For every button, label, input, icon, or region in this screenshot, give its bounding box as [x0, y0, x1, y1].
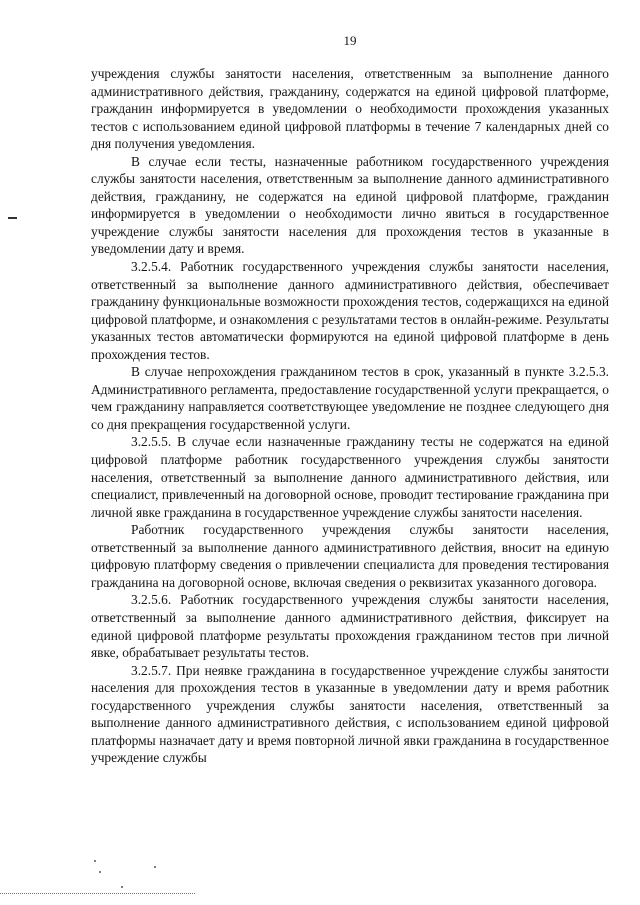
scan-speck — [99, 871, 101, 873]
paragraph-3-2-5-5: 3.2.5.5. В случае если назначенные гражданину тесты не содержатся на единой цифровой платформе работник государственного учреждения службы занятости населения, ответственный за выполнение данного административного действия, или специалист, привлеченный на договорной основе, проводит тестирование гражданина при личной явке гражданина в государственное учреждение службы занятости населения. — [91, 434, 609, 520]
paragraph-3-2-5-7: 3.2.5.7. При неявке гражданина в государственное учреждение службы занятости населения для прохождения тестов в указанные в уведомлении дату и время работник государственного учреждения службы занятости населения, ответственный за выполнение данного административного действия, с использованием единой цифровой платформы назначает дату и время повторной личной явки гражданина в государственное учреждение службы — [91, 662, 609, 766]
footer-line — [0, 893, 195, 894]
scan-speck — [121, 886, 123, 888]
paragraph-specialist-info: Работник государственного учреждения службы занятости населения, ответственный за выполнение данного административного действия, вносит на единую цифровую платформу сведения о привлечении специалиста для проведения тестирования гражданина на договорной основе, включая сведения о реквизитах указанного договора. — [91, 522, 609, 590]
paragraph-non-completion: В случае непрохождения гражданином тестов в срок, указанный в пункте 3.2.5.3. Административного регламента, предоставление государственной услуги прекращается, о чем гражданину направляется соответствующее уведомление не позднее следующего дня со дня прекращения государственной услуги. — [91, 364, 609, 432]
body-text — [91, 65, 609, 767]
paragraph-3-2-5-4: 3.2.5.4. Работник государственного учреждения службы занятости населения, ответственный за выполнение данного административного действия, обеспечивает гражданину функциональные возможности прохождения тестов, содержащихся на единой цифровой платформе, и ознакомления с результатами тестов в онлайн-режиме. Результаты указанных тестов автоматически формируются на единой цифровой платформе в день прохождения тестов. — [91, 259, 609, 362]
page-number: 19 — [343, 33, 357, 48]
scan-speck — [94, 860, 96, 862]
paragraph-tests-not-on-platform: В случае если тесты, назначенные работником государственного учреждения службы занятости населения, ответственным за выполнение данного административного действия, гражданину, не содержатся на единой цифровой платформе, гражданин информируется в уведомлении о необходимости лично явиться в государственное учреждение службы занятости населения для прохождения тестов в указанные в уведомлении дату и время. — [91, 153, 609, 257]
paragraph-3-2-5-6: 3.2.5.6. Работник государственного учреждения службы занятости населения, ответственный за выполнение данного административного действия, фиксирует на единой цифровой платформе результаты прохождения гражданином тестов при личной явке, обрабатывает результаты тестов. — [91, 592, 609, 661]
margin-mark — [8, 217, 17, 219]
scan-speck — [154, 866, 156, 868]
paragraph-continuation: учреждения службы занятости населения, ответственным за выполнение данного административного действия, гражданину, содержатся на единой цифровой платформе, гражданин информируется в уведомлении о необходимости прохождения указанных тестов с использованием единой цифровой платформы в течение 7 календарных дней со дня получения уведомления. — [91, 66, 609, 152]
